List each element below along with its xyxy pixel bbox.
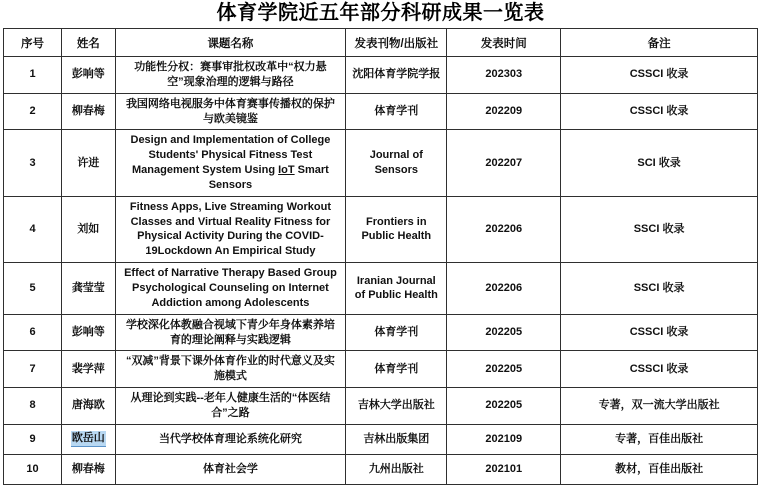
cell-topic-title: Design and Implementation of College Students' Physical Fitness Test Management System Using IoT Smart Sensors xyxy=(115,130,346,196)
cell-topic-title: 从理论到实践--老年人健康生活的“体医结合”之路 xyxy=(115,388,346,425)
cell-name xyxy=(62,93,116,130)
author-name: 许进 xyxy=(77,156,100,169)
cell-index: 2 xyxy=(4,93,62,130)
table-row xyxy=(4,196,758,262)
column-header-name: 姓名 xyxy=(62,29,116,57)
cell-remark: 专著，双一流大学出版社 xyxy=(561,388,758,425)
table-body xyxy=(4,57,758,485)
author-name: 彭响等 xyxy=(71,68,105,81)
page-title: 体育学院近五年部分科研成果一览表 xyxy=(216,2,545,24)
cell-topic-title: “双减”背景下课外体育作业的时代意义及实施模式 xyxy=(115,351,346,388)
cell-topic-title: 学校深化体教融合视域下青少年身体素养培育的理论阐释与实践逻辑 xyxy=(115,314,346,351)
column-header-date: 发表时间 xyxy=(447,29,561,57)
cell-topic-title: 功能性分权：赛事审批权改革中“权力悬空”现象治理的逻辑与路径 xyxy=(115,57,346,94)
table-header-row xyxy=(4,29,758,57)
cell-name xyxy=(62,57,116,94)
cell-publication: 体育学刊 xyxy=(346,93,447,130)
cell-topic-title: 体育社会学 xyxy=(115,454,346,484)
column-header-index: 序号 xyxy=(4,29,62,57)
cell-date: 202205 xyxy=(447,351,561,388)
cell-publication: 吉林大学出版社 xyxy=(346,388,447,425)
column-header-title: 课题名称 xyxy=(115,29,346,57)
cell-index: 9 xyxy=(4,424,62,454)
cell-remark: CSSCI 收录 xyxy=(561,351,758,388)
table-row xyxy=(4,57,758,94)
cell-name xyxy=(62,314,116,351)
column-header-remark: 备注 xyxy=(561,29,758,57)
cell-publication: 九州出版社 xyxy=(346,454,447,484)
author-name: 唐海欧 xyxy=(71,399,105,412)
cell-index: 8 xyxy=(4,388,62,425)
cell-date: 202205 xyxy=(447,388,561,425)
author-name: 裴学萍 xyxy=(71,362,105,375)
cell-name xyxy=(62,351,116,388)
cell-remark: SCI 收录 xyxy=(561,130,758,196)
cell-name xyxy=(62,388,116,425)
cell-date: 202101 xyxy=(447,454,561,484)
cell-remark: SSCI 收录 xyxy=(561,263,758,315)
cell-remark: CSSCI 收录 xyxy=(561,93,758,130)
cell-publication: Iranian Journal of Public Health xyxy=(346,263,447,315)
cell-index: 6 xyxy=(4,314,62,351)
cell-date: 202206 xyxy=(447,263,561,315)
cell-date: 202205 xyxy=(447,314,561,351)
cell-date: 202109 xyxy=(447,424,561,454)
cell-publication: Frontiers in Public Health xyxy=(346,196,447,262)
author-name: 柳春梅 xyxy=(71,462,105,475)
cell-topic-title: Fitness Apps, Live Streaming Workout Classes and Virtual Reality Fitness for Physical Activity During the COVID-19Lockdown An Empirical Study xyxy=(115,196,346,262)
cell-publication: 吉林出版集团 xyxy=(346,424,447,454)
column-header-publication: 发表刊物/出版社 xyxy=(346,29,447,57)
author-name: 欧岳山 xyxy=(71,431,106,447)
cell-topic-title: Effect of Narrative Therapy Based Group Psychological Counseling on Internet Addiction among Adolescents xyxy=(115,263,346,315)
table-row xyxy=(4,130,758,196)
table-row xyxy=(4,351,758,388)
cell-name xyxy=(62,130,116,196)
author-name: 刘如 xyxy=(77,223,100,236)
cell-topic-title: 我国网络电视服务中体育赛事传播权的保护与欧美镜鉴 xyxy=(115,93,346,130)
author-name: 龚莹莹 xyxy=(71,281,105,294)
cell-index: 7 xyxy=(4,351,62,388)
table-row xyxy=(4,93,758,130)
cell-index: 4 xyxy=(4,196,62,262)
cell-remark: 教材，百佳出版社 xyxy=(561,454,758,484)
cell-date: 202303 xyxy=(447,57,561,94)
cell-index: 10 xyxy=(4,454,62,484)
cell-remark: 专著，百佳出版社 xyxy=(561,424,758,454)
table-row xyxy=(4,314,758,351)
cell-publication: Journal of Sensors xyxy=(346,130,447,196)
cell-name xyxy=(62,424,116,454)
cell-name xyxy=(62,263,116,315)
table-row xyxy=(4,388,758,425)
cell-publication: 体育学刊 xyxy=(346,351,447,388)
cell-topic-title: 当代学校体育理论系统化研究 xyxy=(115,424,346,454)
cell-date: 202209 xyxy=(447,93,561,130)
cell-index: 3 xyxy=(4,130,62,196)
cell-publication: 体育学刊 xyxy=(346,314,447,351)
cell-remark: CSSCI 收录 xyxy=(561,314,758,351)
cell-remark: SSCI 收录 xyxy=(561,196,758,262)
research-results-table xyxy=(3,28,758,485)
cell-name xyxy=(62,196,116,262)
cell-date: 202206 xyxy=(447,196,561,262)
cell-name xyxy=(62,454,116,484)
cell-index: 1 xyxy=(4,57,62,94)
cell-index: 5 xyxy=(4,263,62,315)
table-row xyxy=(4,454,758,484)
cell-date: 202207 xyxy=(447,130,561,196)
author-name: 柳春梅 xyxy=(71,105,105,118)
table-row xyxy=(4,263,758,315)
table-row xyxy=(4,424,758,454)
cell-publication: 沈阳体育学院学报 xyxy=(346,57,447,94)
author-name: 彭响等 xyxy=(71,326,105,339)
cell-remark: CSSCI 收录 xyxy=(561,57,758,94)
